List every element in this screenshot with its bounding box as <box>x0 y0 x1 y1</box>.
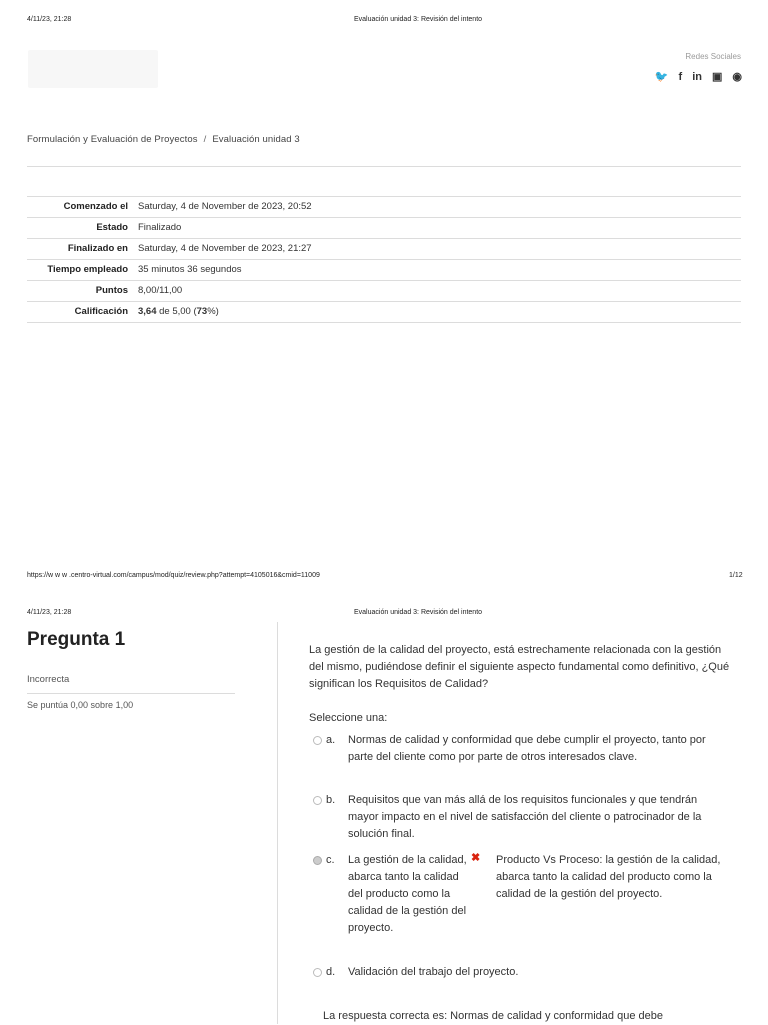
grade-mid: de 5,00 ( <box>156 306 197 317</box>
summary-row-started <box>27 197 741 218</box>
option-c[interactable] <box>313 852 470 937</box>
option-a[interactable] <box>313 732 718 766</box>
print-date: 4/11/23, 21:28 <box>27 16 72 23</box>
summary-row-finished <box>27 239 741 260</box>
question-info-divider <box>27 693 235 694</box>
linkedin-icon[interactable]: in <box>692 71 702 83</box>
question-state: Incorrecta <box>27 674 70 685</box>
time-label: Tiempo empleado <box>27 260 134 281</box>
option-b[interactable] <box>313 792 718 843</box>
grade-end: %) <box>207 306 219 317</box>
print-page-number: 1/12 <box>729 572 743 579</box>
incorrect-icon: ✖ <box>471 852 481 864</box>
summary-row-time <box>27 260 741 281</box>
breadcrumb-quiz[interactable]: Evaluación unidad 3 <box>212 134 300 145</box>
option-feedback: Producto Vs Proceso: la gestión de la calidad, abarca tanto la calidad del producto como la calidad de la gestión del proyecto. <box>496 854 721 900</box>
option-text: Requisitos que van más allá de los requisitos funcionales y que tendrán mayor impacto en el nivel de satisfacción del cliente o patrocinador de la solución final. <box>348 794 702 840</box>
question-grade: Se puntúa 0,00 sobre 1,00 <box>27 700 134 710</box>
breadcrumb <box>27 134 300 145</box>
facebook-icon[interactable]: f <box>678 71 683 83</box>
finished-label: Finalizado en <box>27 239 134 260</box>
correct-answer: La respuesta correcta es: Normas de calidad y conformidad que debe <box>323 1010 663 1022</box>
column-divider <box>277 622 278 1024</box>
state-label: Estado <box>27 218 134 239</box>
twitter-icon[interactable]: 🐦 <box>654 71 669 83</box>
option-letter: d. <box>326 966 336 978</box>
site-logo[interactable] <box>28 50 158 88</box>
grade-score: 3,64 <box>138 306 157 317</box>
social-links <box>655 70 742 84</box>
summary-row-grade <box>27 302 741 323</box>
summary-row-points <box>27 281 741 302</box>
grade-percent: 73 <box>196 306 208 317</box>
option-letter: a. <box>326 734 336 746</box>
state-value: Finalizado <box>134 218 741 239</box>
breadcrumb-separator: / <box>203 134 207 145</box>
grade-value <box>134 302 741 323</box>
question-title: Pregunta 1 <box>27 629 126 650</box>
option-d[interactable] <box>313 964 718 981</box>
points-value: 8,00/11,00 <box>134 281 741 302</box>
question-text: La gestión de la calidad del proyecto, está estrechamente relacionada con la gestión del mismo, pudiéndose definir el siguiente aspecto fundamental como definitivo, ¿Qué significan los Requisitos de Calidad? <box>309 644 730 690</box>
print-date-2: 4/11/23, 21:28 <box>27 609 72 616</box>
finished-value: Saturday, 4 de November de 2023, 21:27 <box>134 239 741 260</box>
radio-b[interactable] <box>313 796 322 805</box>
option-letter: c. <box>326 854 335 866</box>
grade-label: Calificación <box>27 302 134 323</box>
summary-row-state <box>27 218 741 239</box>
globe-icon[interactable]: ◉ <box>732 71 742 83</box>
breadcrumb-course[interactable]: Formulación y Evaluación de Proyectos <box>27 134 198 145</box>
radio-a[interactable] <box>313 736 322 745</box>
time-value: 35 minutos 36 segundos <box>134 260 741 281</box>
social-label: Redes Sociales <box>685 52 741 61</box>
radio-c-selected[interactable] <box>313 856 322 865</box>
print-title: Evaluación unidad 3: Revisión del intento <box>354 16 483 23</box>
started-value: Saturday, 4 de November de 2023, 20:52 <box>134 197 741 218</box>
select-prompt: Seleccione una: <box>309 712 388 724</box>
print-title-2: Evaluación unidad 3: Revisión del intento <box>354 609 483 616</box>
points-label: Puntos <box>27 281 134 302</box>
divider <box>27 166 741 167</box>
print-url: https://w w w .centro-virtual.com/campus/mod/quiz/review.php?attempt=4105016&cmid=11009 <box>27 572 320 579</box>
option-text: La gestión de la calidad, abarca tanto la calidad del producto como la calidad de la gestión del proyecto. <box>348 854 467 934</box>
option-text: Normas de calidad y conformidad que debe cumplir el proyecto, tanto por parte del cliente como por parte de otros interesados clave. <box>348 734 706 763</box>
option-text: Validación del trabajo del proyecto. <box>348 966 519 978</box>
option-letter: b. <box>326 794 336 806</box>
attempt-summary-table <box>27 196 741 323</box>
started-label: Comenzado el <box>27 197 134 218</box>
youtube-icon[interactable]: ▣ <box>711 71 723 83</box>
radio-d[interactable] <box>313 968 322 977</box>
